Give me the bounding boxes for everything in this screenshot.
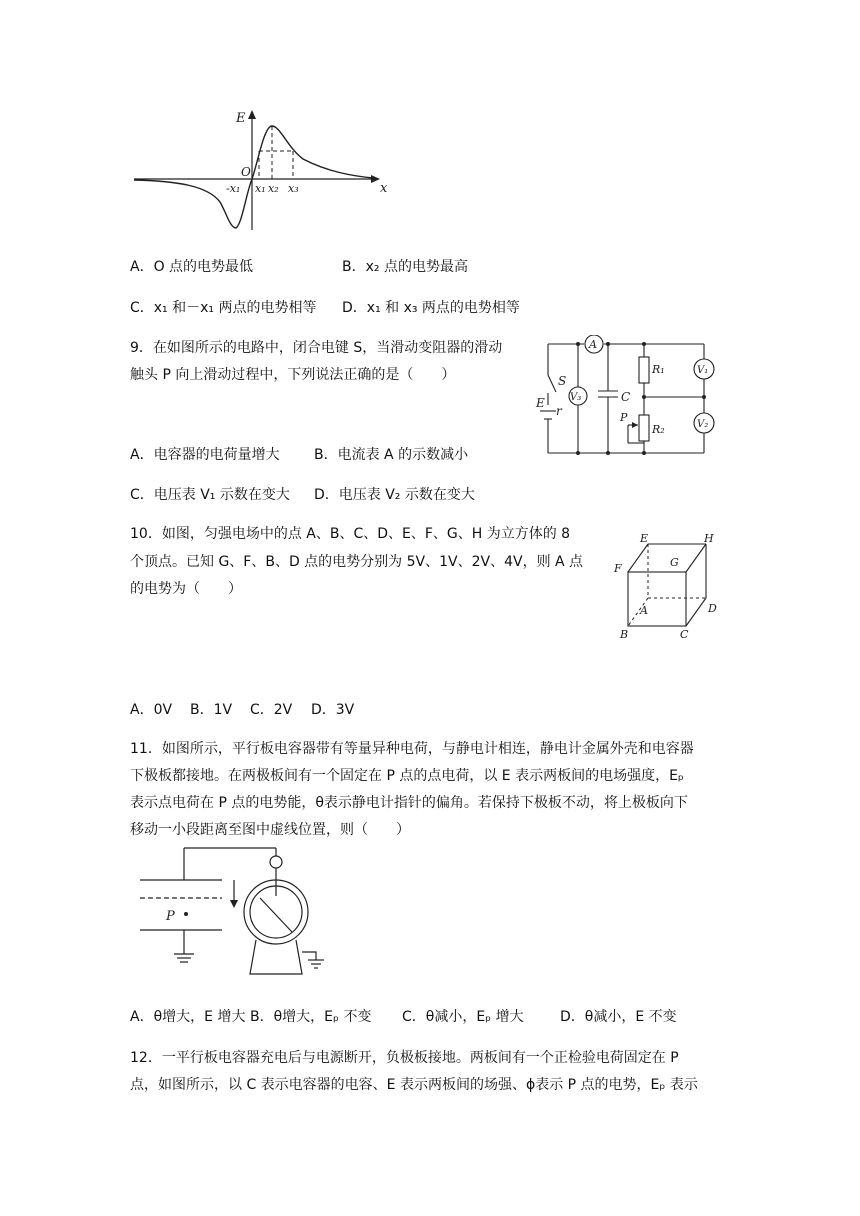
q10-stem-line: 个顶点。已知 G、F、B、D 点的电势分别为 5V、1V、2V、4V，则 A 点 (130, 554, 584, 570)
q10-option-b: B．1V (190, 702, 233, 718)
q8-option-d: D．x₁ 和 x₃ 两点的电势相等 (342, 300, 520, 316)
q9-option-d: D．电压表 V₂ 示数在变大 (314, 487, 475, 503)
origin-label: O (241, 165, 251, 179)
r1-label: R₁ (652, 363, 665, 376)
capacitor-label: C (621, 390, 631, 404)
q11-stem-line: 11．如图所示，平行板电容器带有等量异种电荷，与静电计相连，静电计金属外壳和电容器 (130, 741, 694, 757)
q9-option-c: C．电压表 V₁ 示数在变大 (130, 487, 290, 503)
q11-option-a: A．θ增大，E 增大 (130, 1009, 246, 1025)
r2-label: R₂ (652, 423, 665, 436)
ammeter-label: A (589, 338, 597, 351)
v1-label: V₁ (697, 365, 709, 376)
slider-label: P (620, 411, 628, 424)
vertex-label: D (708, 602, 717, 615)
tick-label: x₃ (288, 182, 299, 195)
vertex-label: C (680, 628, 689, 641)
vertex-label: E (640, 532, 649, 545)
q11-option-d: D．θ减小，E 不变 (560, 1009, 677, 1025)
q12-stem-line: 点，如图所示，以 C 表示电容器的电容、E 表示两板间的场强、ϕ表示 P 点的电势，Eₚ 表示 (130, 1077, 698, 1093)
q8-option-b: B．x₂ 点的电势最高 (342, 259, 468, 275)
q8-option-c: C．x₁ 和－x₁ 两点的电势相等 (130, 300, 317, 316)
q12-stem-line: 12．一平行板电容器充电后与电源断开，负极板接地。两板间有一个正检验电荷固定在 P (130, 1050, 679, 1066)
q10-option-a: A．0V (130, 702, 173, 718)
r-label: r (556, 404, 562, 418)
q11-stem-line: 移动一小段距离至图中虚线位置，则（ ） (130, 822, 410, 838)
q9-stem-line: 9．在如图所示的电路中，闭合电键 S，当滑动变阻器的滑动 (130, 340, 503, 356)
vertex-label: H (704, 532, 714, 545)
q8-option-a: A．O 点的电势最低 (130, 259, 254, 275)
e-x-graph (128, 104, 398, 234)
q9-stem-line: 触头 P 向上滑动过程中，下列说法正确的是（ ） (130, 367, 456, 383)
emf-label: E (536, 396, 545, 410)
circuit-diagram (534, 335, 724, 459)
tick-label: x₁ (255, 182, 266, 195)
q11-option-b: B．θ增大，Eₚ 不变 (250, 1009, 372, 1025)
vertex-label: F (614, 562, 622, 575)
cube-diagram (608, 532, 728, 644)
q11-stem-line: 表示点电荷在 P 点的电势能，θ表示静电计指针的偏角。若保持下极板不动，将上极板向下 (130, 795, 688, 811)
vertex-label: A (640, 604, 648, 617)
v2-label: V₂ (697, 419, 709, 430)
q10-option-c: C．2V (250, 702, 293, 718)
switch-label: S (558, 374, 567, 388)
q9-option-a: A．电容器的电荷量增大 (130, 447, 280, 463)
vertex-label: B (620, 628, 629, 641)
q10-stem-line: 的电势为（ ） (130, 581, 242, 597)
tick-label: x₂ (268, 182, 279, 195)
q11-option-c: C．θ减小，Eₚ 增大 (402, 1009, 524, 1025)
q9-option-b: B．电流表 A 的示数减小 (314, 447, 469, 463)
q10-stem-line: 10．如图，匀强电场中的点 A、B、C、D、E、F、G、H 为立方体的 8 (130, 526, 571, 542)
q11-stem-line: 下极板都接地。在两极板间有一个固定在 P 点的点电荷，以 E 表示两板间的电场强度，Eₚ (130, 768, 684, 784)
v3-label: V₃ (570, 392, 582, 403)
tick-label: -x₁ (226, 182, 241, 195)
x-axis-label: x (380, 181, 388, 196)
vertex-label: G (670, 556, 679, 569)
capacitor-electroscope-diagram (136, 836, 336, 978)
q10-option-d: D．3V (311, 702, 355, 718)
y-axis-label: E (236, 111, 246, 126)
point-p-label: P (166, 909, 175, 924)
